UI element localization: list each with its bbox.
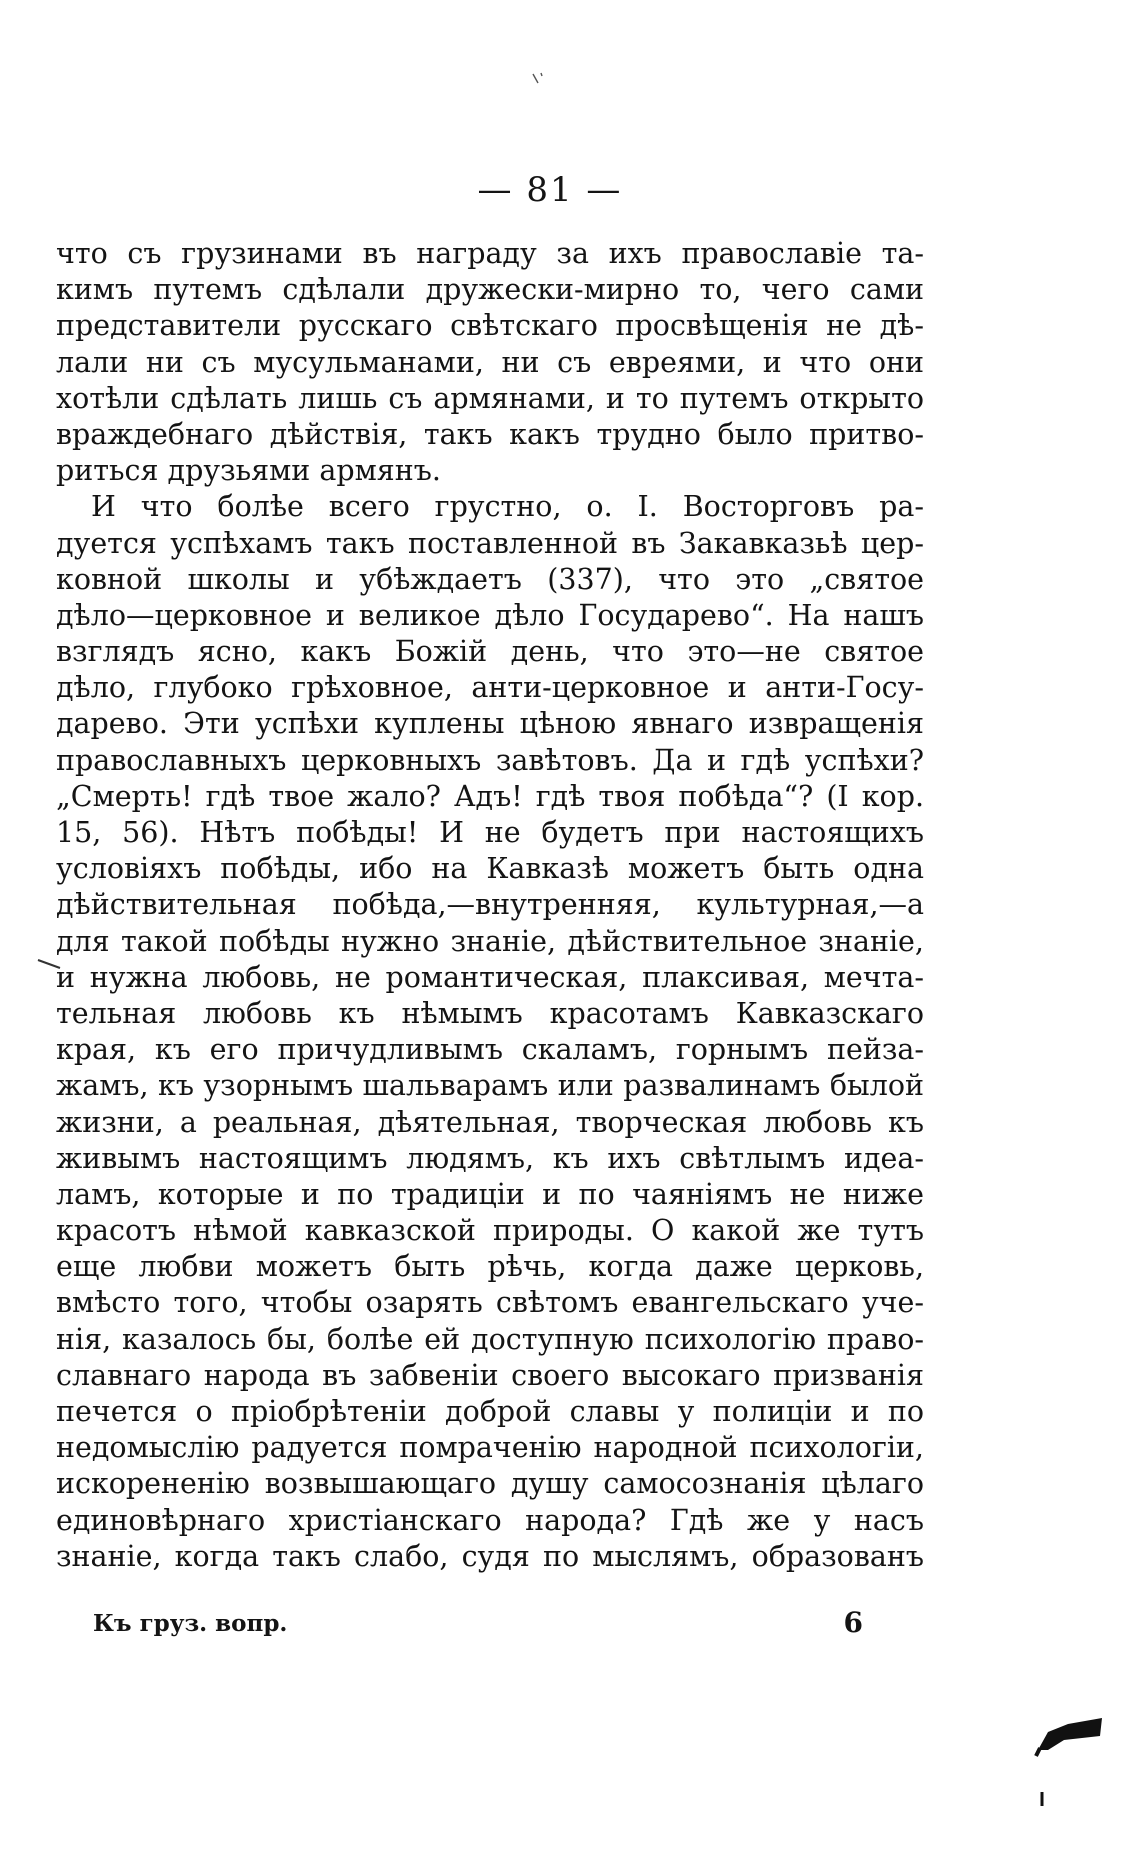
text-line: ковной школы и убѣждаетъ (337), что это „святое	[56, 562, 924, 596]
text-line: лали ни съ мусульманами, ни съ евреями, и что они	[56, 345, 924, 379]
text-line: враждебнаго дѣйствія, такъ какъ трудно было притво-	[56, 417, 924, 451]
footer-sheet-number: 6	[843, 1606, 863, 1639]
text-line: „Смерть! гдѣ твое жало? Адъ! гдѣ твоя побѣда“? (І кор.	[56, 779, 924, 813]
text-line: дарево. Эти успѣхи куплены цѣною явнаго извращенія	[56, 707, 924, 741]
text-line: недомыслію радуется помраченію народной психологіи,	[56, 1431, 924, 1465]
page-number: — 81 —	[477, 170, 623, 210]
text-line: православныхъ церковныхъ завѣтовъ. Да и гдѣ успѣхи?	[56, 743, 924, 777]
text-line: еще любви можетъ быть рѣчь, когда даже церковь,	[56, 1250, 924, 1284]
text-line: тельная любовь къ нѣмымъ красотамъ Кавказскаго	[56, 996, 924, 1030]
text-line: представители русскаго свѣтскаго просвѣщенія не дѣ-	[56, 309, 924, 343]
text-line: дѣло—церковное и великое дѣло Государево“. На нашъ	[56, 598, 924, 632]
text-line: жизни, а реальная, дѣятельная, творческая любовь къ	[56, 1105, 924, 1139]
text-line: кимъ путемъ сдѣлали дружески-мирно то, чего сами	[56, 273, 924, 307]
margin-tick-mark	[36, 958, 62, 970]
ink-speck-mark	[532, 72, 546, 86]
text-line: и нужна любовь, не романтическая, плаксивая, мечта-	[56, 960, 924, 994]
text-line: нія, казалось бы, болѣе ей доступную психологію право-	[56, 1322, 924, 1356]
text-line: единовѣрнаго христіанскаго народа? Гдѣ же у насъ	[56, 1503, 924, 1537]
paragraph-start-line: И что болѣе всего грустно, о. І. Восторговъ ра-	[91, 490, 924, 524]
text-line: что съ грузинами въ награду за ихъ православіе та-	[56, 237, 924, 270]
text-line: жамъ, къ узорнымъ шальварамъ или развалинамъ былой	[56, 1069, 924, 1103]
text-line: хотѣли сдѣлать лишь съ армянами, и то путемъ открыто	[56, 381, 924, 415]
text-line: для такой побѣды нужно знаніе, дѣйствительное знаніе,	[56, 924, 924, 958]
text-line: взглядъ ясно, какъ Божій день, что это—не святое	[56, 635, 924, 669]
text-line: искорененію возвышающаго душу самосознанія цѣлаго	[56, 1467, 924, 1501]
text-line: живымъ настоящимъ людямъ, къ ихъ свѣтлымъ идеа-	[56, 1141, 924, 1175]
text-line: дѣйствительная побѣда,—внутренняя, культурная,—а	[56, 888, 924, 922]
footer-signature: Къ груз. вопр.	[93, 1610, 288, 1637]
text-line: риться друзьями армянъ.	[56, 454, 441, 488]
text-line: 15, 56). Нѣтъ побѣды! И не будетъ при настоящихъ	[56, 816, 924, 849]
corner-ink-mark	[1034, 1712, 1114, 1812]
text-line: славнаго народа въ забвеніи своего высокаго призванія	[56, 1358, 924, 1392]
text-line: дѣло, глубоко грѣховное, анти-церковное и анти-Госу-	[56, 671, 924, 705]
text-line: красотъ нѣмой кавказской природы. О какой же тутъ	[56, 1214, 924, 1248]
text-line: печется о пріобрѣтеніи доброй славы у полиціи и по	[56, 1395, 924, 1428]
text-line: знаніе, когда такъ слабо, судя по мыслямъ, образованъ	[56, 1539, 924, 1573]
text-line: дуется успѣхамъ такъ поставленной въ Закавказьѣ цер-	[56, 526, 924, 560]
text-line: условіяхъ побѣды, ибо на Кавказѣ можетъ быть одна	[56, 852, 924, 886]
body-text	[56, 236, 924, 1575]
text-line: края, къ его причудливымъ скаламъ, горнымъ пейза-	[56, 1033, 924, 1067]
text-line: вмѣсто того, чтобы озарять свѣтомъ евангельскаго уче-	[56, 1286, 924, 1320]
text-line: ламъ, которые и по традиціи и по чаяніямъ не ниже	[56, 1177, 924, 1211]
